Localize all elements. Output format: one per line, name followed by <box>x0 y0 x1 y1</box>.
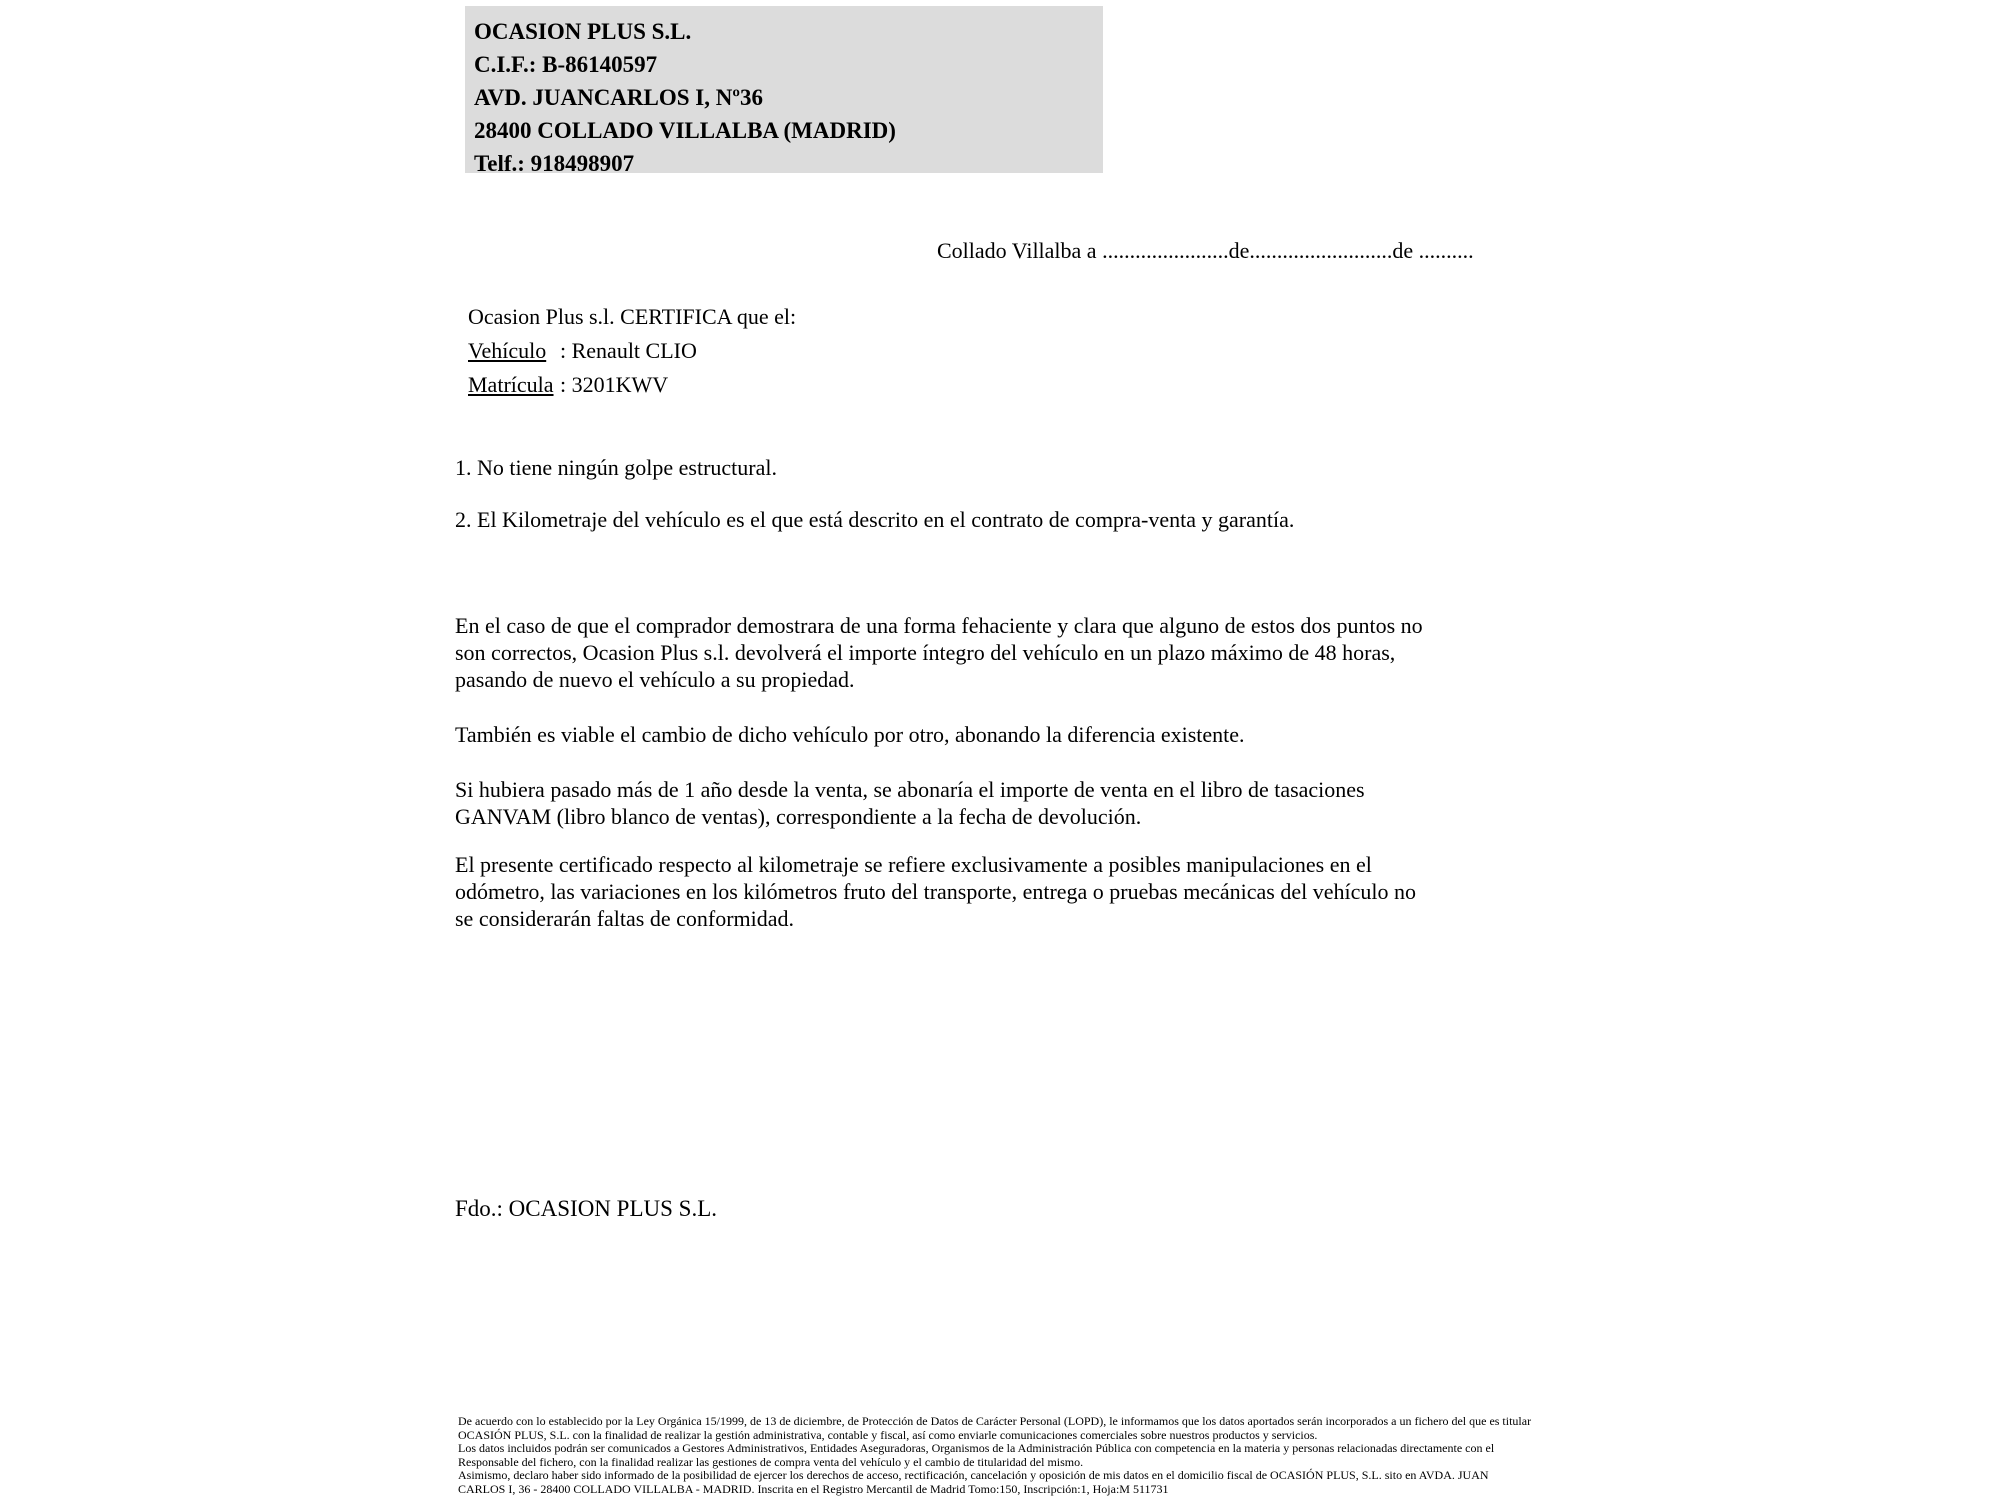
ganvam-clause-paragraph <box>455 776 1545 830</box>
company-header-line: OCASION PLUS S.L. <box>474 19 692 44</box>
paragraph-line: El presente certificado respecto al kilometraje se refiere exclusivamente a posibles manipulaciones en el <box>455 852 1372 877</box>
certification-intro: Ocasion Plus s.l. CERTIFICA que el: <box>468 304 797 329</box>
plate-field-label: Matrícula <box>468 372 554 397</box>
company-header-box <box>465 6 1103 176</box>
certification-block <box>468 300 796 402</box>
paragraph-line: También es viable el cambio de dicho vehículo por otro, abonando la diferencia existente. <box>455 722 1245 747</box>
paragraph-line: son correctos, Ocasion Plus s.l. devolverá el importe íntegro del vehículo en un plazo máximo de 48 horas, <box>455 640 1396 665</box>
legal-data-protection-footer <box>458 1415 1548 1496</box>
refund-clause-paragraph <box>455 612 1545 693</box>
vehicle-field-label: Vehículo <box>468 338 547 363</box>
odometer-clause-paragraph <box>455 851 1545 932</box>
company-header-line: Telf.: 918498907 <box>474 151 635 176</box>
paragraph-line: Si hubiera pasado más de 1 año desde la venta, se abonaría el importe de venta en el libro de tasaciones <box>455 777 1365 802</box>
paragraph-line: GANVAM (libro blanco de ventas), correspondiente a la fecha de devolución. <box>455 804 1142 829</box>
certified-point-1: 1. No tiene ningún golpe estructural. <box>455 455 777 480</box>
vehicle-field-value: : Renault CLIO <box>560 338 697 363</box>
signature-line: Fdo.: OCASION PLUS S.L. <box>455 1196 717 1221</box>
company-header-line: C.I.F.: B-86140597 <box>474 52 658 77</box>
legal-footer-line: OCASIÓN PLUS, S.L. con la finalidad de realizar la gestión administrativa, contable y fiscal, así como enviarle comunicaciones comerciales sobre nuestros productos y servicios. <box>458 1427 1318 1442</box>
paragraph-line: En el caso de que el comprador demostrara de una forma fehaciente y clara que alguno de estos dos puntos no <box>455 613 1423 638</box>
paragraph-line: odómetro, las variaciones en los kilómetros fruto del transporte, entrega o pruebas mecánicas del vehículo no <box>455 879 1416 904</box>
legal-footer-line: CARLOS I, 36 - 28400 COLLADO VILLALBA - MADRID. Inscrita en el Registro Mercantil de Madrid Tomo:150, Inscripción:1, Hoja:M 511731 <box>458 1481 1169 1496</box>
certified-point-2: 2. El Kilometraje del vehículo es el que está descrito en el contrato de compra-venta y garantía. <box>455 507 1295 532</box>
plate-field-row <box>468 368 796 402</box>
date-fill-in-line: Collado Villalba a .......................de..........................de .......... <box>937 238 1474 263</box>
legal-footer-line: Los datos incluidos podrán ser comunicados a Gestores Administrativos, Entidades Aseguradoras, Organismos de la Administración Pública con competencia en la materia y personas relacionadas directamente con el <box>458 1441 1495 1455</box>
vehicle-field-row <box>468 334 796 368</box>
company-header-line: 28400 COLLADO VILLALBA (MADRID) <box>474 118 896 143</box>
paragraph-line: se considerarán faltas de conformidad. <box>455 906 795 931</box>
legal-footer-line: De acuerdo con lo establecido por la Ley Orgánica 15/1999, de 13 de diciembre, de Protección de Datos de Carácter Personal (LOPD), le informamos que los datos aportados serán incorporados a un fichero del que es titular <box>458 1414 1532 1428</box>
legal-footer-line: Asimismo, declaro haber sido informado de la posibilidad de ejercer los derechos de acceso, rectificación, cancelación y oposición de mis datos en el domicilio fiscal de OCASIÓN PLUS, S.L. sito en AVDA. JUAN <box>458 1468 1489 1482</box>
legal-footer-line: Responsable del fichero, con la finalidad realizar las gestiones de compra venta del vehículo y el cambio de titularidad del mismo. <box>458 1454 1084 1469</box>
plate-field-value: : 3201KWV <box>560 372 669 397</box>
company-header-line: AVD. JUANCARLOS I, Nº36 <box>474 85 763 110</box>
exchange-clause-paragraph <box>455 721 1545 748</box>
paragraph-line: pasando de nuevo el vehículo a su propiedad. <box>455 667 855 692</box>
